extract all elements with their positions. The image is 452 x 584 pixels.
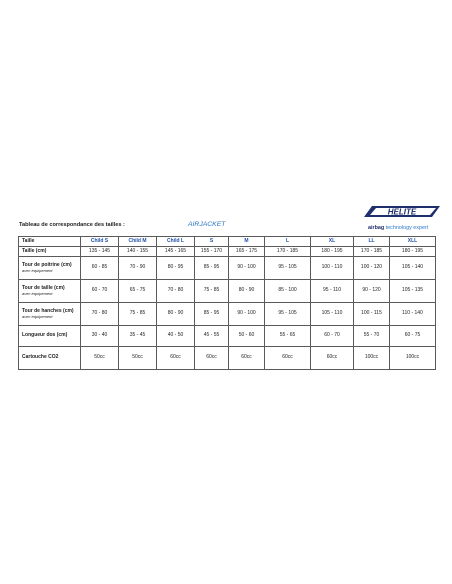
table-cell: 95 - 110	[311, 280, 354, 303]
row-back-length	[19, 326, 436, 347]
table-cell: 100 - 115	[354, 303, 390, 326]
table-cell: 55 - 70	[354, 326, 390, 347]
helite-logo	[362, 203, 442, 233]
row-label-text: Taille (cm)	[22, 247, 47, 254]
header-size-label: Taille	[19, 237, 81, 247]
table-cell: 165 - 175	[229, 247, 265, 257]
table-cell: 80 - 90	[229, 280, 265, 303]
table-cell: 60 - 70	[81, 280, 119, 303]
header-child-s: Child S	[81, 237, 119, 247]
size-chart-table	[18, 236, 436, 370]
table-cell: 95 - 105	[265, 303, 311, 326]
table-cell: 70 - 80	[81, 303, 119, 326]
header-ll: LL	[354, 237, 390, 247]
table-cell: 170 - 185	[354, 247, 390, 257]
table-cell: 60 - 70	[311, 326, 354, 347]
table-cell: 180 - 195	[311, 247, 354, 257]
row-label-text: Tour de poitrine (cm)	[22, 261, 72, 268]
table-cell: 90 - 100	[229, 303, 265, 326]
table-cell: 65 - 75	[119, 280, 157, 303]
table-cell: 100cc	[390, 347, 436, 370]
header-xll: XLL	[390, 237, 436, 247]
table-cell: 70 - 80	[157, 280, 195, 303]
table-cell: 95 - 105	[265, 257, 311, 280]
row-hips	[19, 303, 436, 326]
row-co2-cartridge	[19, 347, 436, 370]
table-cell: 145 - 165	[157, 247, 195, 257]
table-cell: 155 - 170	[195, 247, 229, 257]
table-cell: 40 - 50	[157, 326, 195, 347]
table-cell: 70 - 90	[119, 257, 157, 280]
header-s: S	[195, 237, 229, 247]
table-cell: 140 - 155	[119, 247, 157, 257]
row-label-text: Tour de hanches (cm)	[22, 307, 74, 314]
table-cell: 60cc	[195, 347, 229, 370]
table-cell: 180 - 195	[390, 247, 436, 257]
table-cell: 75 - 85	[195, 280, 229, 303]
table-cell: 75 - 85	[119, 303, 157, 326]
row-label	[19, 257, 81, 280]
table-cell: 60cc	[311, 347, 354, 370]
table-cell: 105 - 110	[311, 303, 354, 326]
row-label-note: avec équipement	[22, 290, 53, 296]
table-cell: 50 - 60	[229, 326, 265, 347]
header-xl: XL	[311, 237, 354, 247]
row-height	[19, 247, 436, 257]
table-cell: 100 - 120	[354, 257, 390, 280]
row-label	[19, 247, 81, 257]
table-cell: 105 - 140	[390, 257, 436, 280]
row-label	[19, 280, 81, 303]
table-cell: 30 - 40	[81, 326, 119, 347]
table-cell: 105 - 135	[390, 280, 436, 303]
table-cell: 100cc	[354, 347, 390, 370]
row-waist	[19, 280, 436, 303]
row-label-text: Tour de taille (cm)	[22, 284, 65, 291]
table-cell: 50cc	[119, 347, 157, 370]
table-cell: 85 - 95	[195, 303, 229, 326]
table-cell: 45 - 55	[195, 326, 229, 347]
table-cell: 60cc	[157, 347, 195, 370]
row-label-text: Cartouche CO2	[22, 354, 59, 361]
logo-tagline	[368, 225, 448, 231]
row-label-note: avec équipement	[22, 313, 53, 319]
product-name: AIRJACKET	[188, 221, 226, 228]
row-label-text: Longueur dos (cm)	[22, 332, 68, 339]
helite-logo-icon	[362, 203, 442, 225]
table-cell: 170 - 185	[265, 247, 311, 257]
tagline-airbag: airbag	[368, 225, 385, 231]
table-cell: 35 - 45	[119, 326, 157, 347]
row-label	[19, 303, 81, 326]
table-cell: 90 - 100	[229, 257, 265, 280]
header-row	[19, 237, 436, 247]
row-label	[19, 326, 81, 347]
header-m: M	[229, 237, 265, 247]
table-cell: 80 - 95	[157, 257, 195, 280]
table-cell: 80 - 90	[157, 303, 195, 326]
table-cell: 85 - 95	[195, 257, 229, 280]
row-label-note: avec équipement	[22, 267, 53, 273]
header-child-l: Child L	[157, 237, 195, 247]
table-cell: 60 - 85	[81, 257, 119, 280]
table-cell: 100 - 110	[311, 257, 354, 280]
row-label	[19, 347, 81, 370]
header-child-m: Child M	[119, 237, 157, 247]
table-cell: 135 - 145	[81, 247, 119, 257]
table-cell: 60cc	[229, 347, 265, 370]
table-cell: 50cc	[81, 347, 119, 370]
table-cell: 55 - 65	[265, 326, 311, 347]
tagline-expert: technology expert	[385, 225, 429, 231]
table-cell: 60 - 75	[390, 326, 436, 347]
table-cell: 85 - 100	[265, 280, 311, 303]
table-cell: 110 - 140	[390, 303, 436, 326]
table-cell: 60cc	[265, 347, 311, 370]
table-cell: 90 - 120	[354, 280, 390, 303]
row-chest	[19, 257, 436, 280]
table-title: Tableau de correspondance des tailles :	[19, 222, 125, 228]
header-l: L	[265, 237, 311, 247]
logo-wordmark: HELITE	[387, 207, 417, 217]
